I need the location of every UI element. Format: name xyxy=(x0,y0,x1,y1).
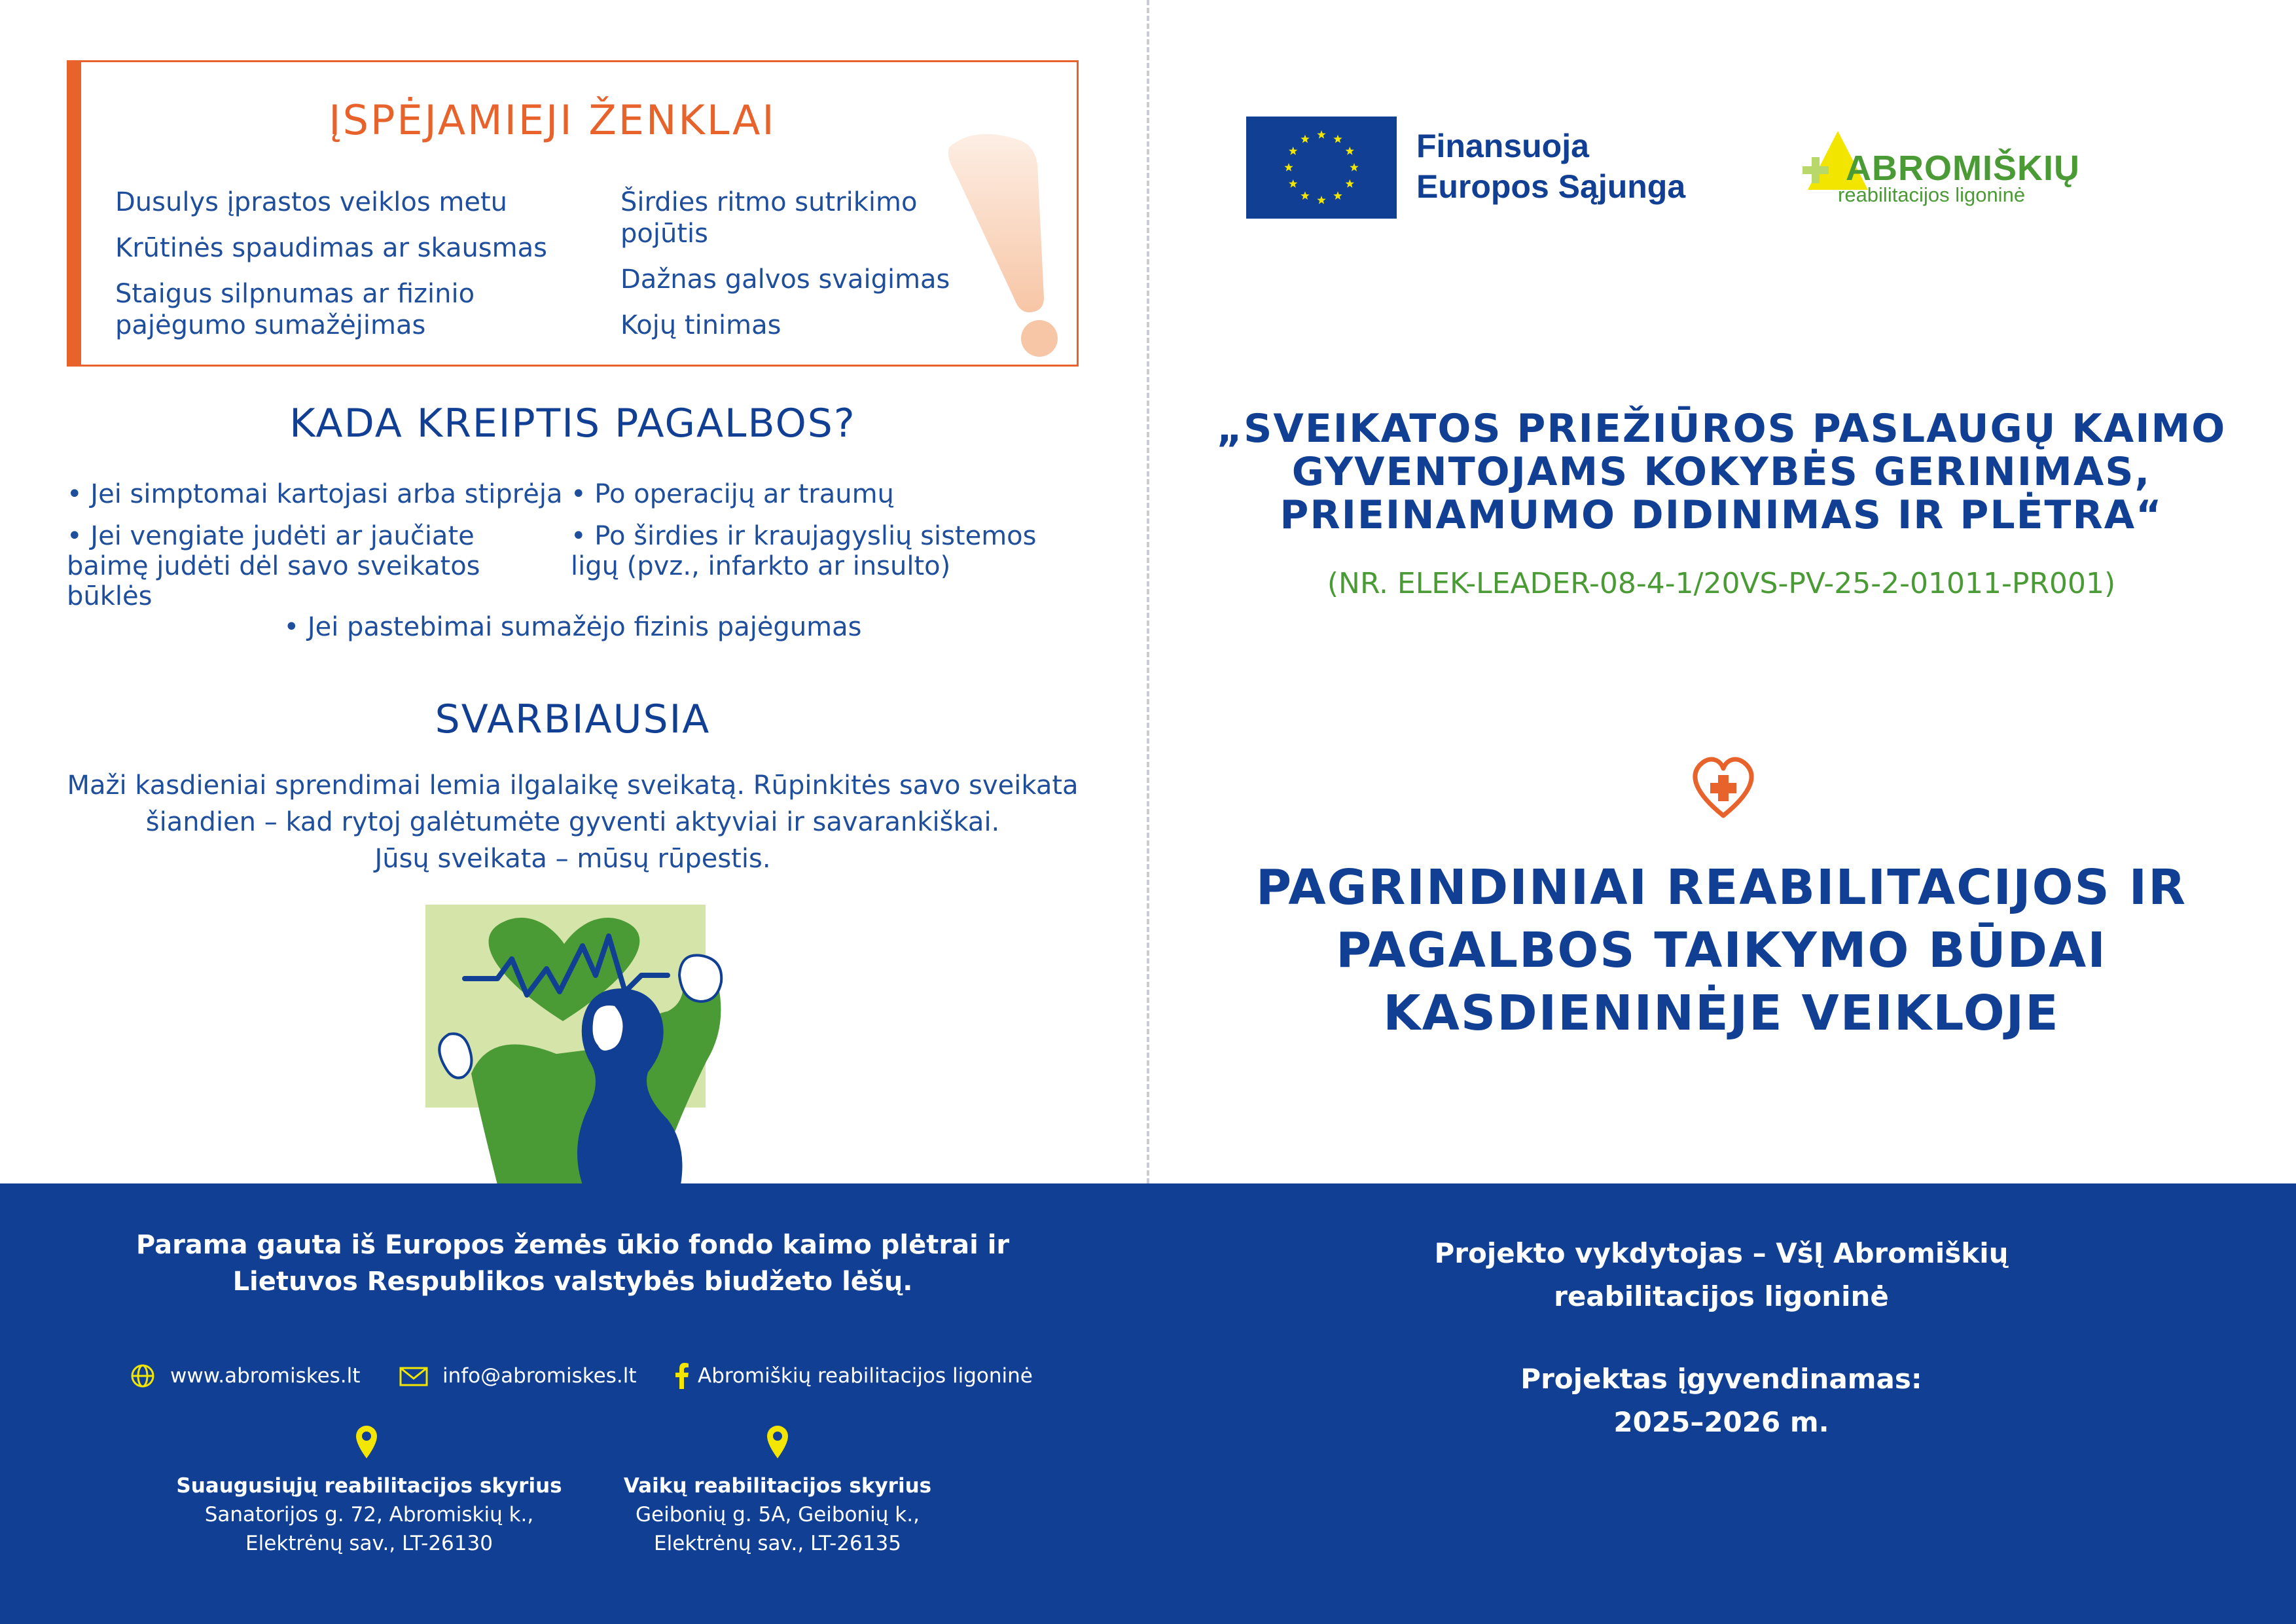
globe-icon xyxy=(130,1363,156,1389)
address-line: Elektrėnų sav., LT-26135 xyxy=(654,1532,901,1555)
project-title-line: „SVEIKATOS PRIEŽIŪROS PASLAUGŲ KAIMO xyxy=(1216,406,2227,452)
period-line: Projektas įgyvendinamas: xyxy=(1520,1363,1922,1395)
important-text xyxy=(67,767,1079,877)
warning-title: ĮSPĖJAMIEJI ŽENKLAI xyxy=(329,96,776,144)
eu-flag-icon xyxy=(1246,117,1397,219)
dept-title: Vaikų reabilitacijos skyrius xyxy=(623,1474,932,1498)
warning-item: Dusulys įprastos veiklos metu xyxy=(115,187,508,217)
location-pin-icon xyxy=(764,1423,791,1460)
heart-health-illustration xyxy=(393,897,759,1185)
address-line: Elektrėnų sav., LT-26130 xyxy=(245,1532,493,1555)
main-title-line: KASDIENINĖJE VEIKLOJE xyxy=(1383,985,2060,1041)
facebook-link[interactable]: Abromiškių reabilitacijos ligoninė xyxy=(698,1364,1033,1388)
support-line: Parama gauta iš Europos žemės ūkio fondo kaimo plėtrai ir xyxy=(135,1230,1010,1260)
project-title-line: GYVENTOJAMS KOKYBĖS GERINIMAS, xyxy=(1291,449,2151,495)
help-item: • Jei vengiate judėti ar jaučiate baimę judėti dėl savo sveikatos būklės xyxy=(67,521,480,611)
help-item: • Po širdies ir kraujagyslių sistemos ligų (pvz., infarkto ar insulto) xyxy=(571,521,1037,581)
eu-funding-text xyxy=(1416,126,1685,207)
main-title-line: PAGALBOS TAIKYMO BŪDAI xyxy=(1336,922,2107,979)
important-line: šiandien – kad rytoj galėtumėte gyventi aktyviai ir savarankiškai. xyxy=(145,807,1000,837)
warning-item: Dažnas galvos svaigimas xyxy=(620,264,950,295)
warning-item: Širdies ritmo sutrikimo pojūtis xyxy=(620,187,918,249)
important-title: SVARBIAUSIA xyxy=(435,696,711,742)
project-number: (NR. ELEK-LEADER-08-4-1/20VS-PV-25-2-01011-PR001) xyxy=(1327,567,2116,600)
email-link[interactable]: info@abromiskes.lt xyxy=(442,1364,637,1388)
footer xyxy=(0,1183,2296,1624)
help-item: • Jei simptomai kartojasi arba stiprėja xyxy=(67,479,563,509)
hospital-logo-sub: reabilitacijos ligoninė xyxy=(1838,183,2026,206)
address-line: Sanatorijos g. 72, Abromiskių k., xyxy=(204,1503,534,1526)
help-right-list xyxy=(571,479,1081,593)
facebook-icon xyxy=(674,1363,690,1389)
exclamation-icon xyxy=(929,128,1079,363)
child-dept-address xyxy=(601,1471,954,1558)
eu-line: Finansuoja xyxy=(1416,128,1589,164)
important-line: Maži kasdieniai sprendimai lemia ilgalaikę sveikatą. Rūpinkitės savo sveikata xyxy=(67,770,1079,801)
mail-icon xyxy=(399,1367,428,1386)
main-title xyxy=(1191,856,2251,1045)
adult-dept-address xyxy=(173,1471,565,1558)
warning-left-list xyxy=(115,187,613,355)
help-left-list xyxy=(67,479,564,623)
warning-box xyxy=(67,60,1079,367)
location-pin-icon xyxy=(353,1423,380,1460)
hospital-logo-name: ABROMIŠKIŲ xyxy=(1846,149,2080,188)
warning-item: Krūtinės spaudimas ar skausmas xyxy=(115,233,547,263)
executor-line: reabilitacijos ligoninė xyxy=(1554,1280,1889,1312)
website-link[interactable]: www.abromiskes.lt xyxy=(170,1364,361,1388)
project-title xyxy=(1191,407,2251,537)
project-title-line: PRIEINAMUMO DIDINIMAS IR PLĖTRA“ xyxy=(1280,492,2163,538)
support-line: Lietuvos Respublikos valstybės biudžeto lėšų. xyxy=(232,1267,913,1297)
important-line: Jūsų sveikata – mūsų rūpestis. xyxy=(374,844,771,874)
project-executor xyxy=(1244,1232,2199,1318)
help-item: • Jei pastebimai sumažėjo fizinis pajėgumas xyxy=(283,612,862,642)
executor-line: Projekto vykdytojas – VšĮ Abromiškių xyxy=(1434,1237,2009,1269)
warning-item: Kojų tinimas xyxy=(620,310,781,340)
fold-divider xyxy=(1147,0,1149,1183)
eu-line: Europos Sąjunga xyxy=(1416,168,1686,205)
period-line: 2025–2026 m. xyxy=(1613,1406,1829,1438)
address-line: Geibonių g. 5A, Geibonių k., xyxy=(636,1503,920,1526)
funding-support-text xyxy=(67,1227,1079,1300)
dept-title: Suaugusiųjų reabilitacijos skyrius xyxy=(176,1474,562,1498)
help-item: • Po operacijų ar traumų xyxy=(571,479,894,509)
heart-cross-icon xyxy=(1687,751,1759,823)
main-title-line: PAGRINDINIAI REABILITACIJOS IR xyxy=(1255,859,2187,916)
help-title: KADA KREIPTIS PAGALBOS? xyxy=(289,401,856,446)
warning-item: Staigus silpnumas ar fizinio pajėgumo sumažėjimas xyxy=(115,279,475,340)
project-period xyxy=(1244,1358,2199,1444)
